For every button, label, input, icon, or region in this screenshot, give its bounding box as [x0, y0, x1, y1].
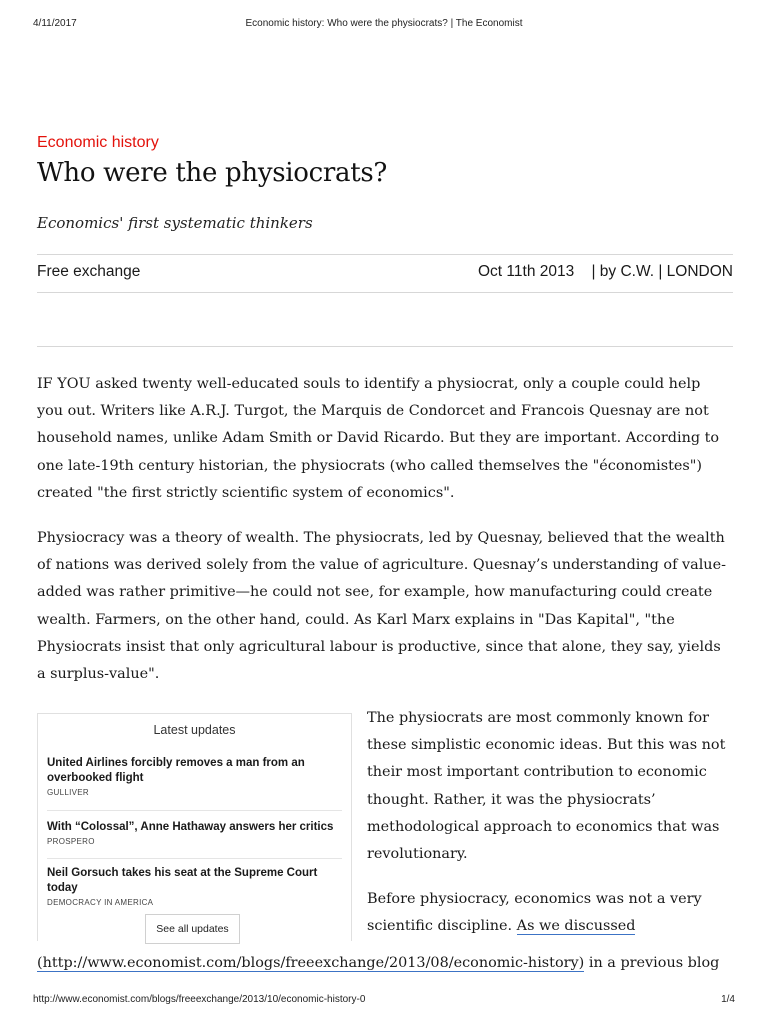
update-item[interactable]	[47, 866, 342, 907]
print-footer	[33, 994, 735, 1008]
divider	[37, 346, 733, 347]
update-kicker: PROSPERO	[47, 837, 95, 846]
update-item[interactable]	[47, 756, 342, 797]
update-headline: With “Colossal”, Anne Hathaway answers her critics	[47, 821, 334, 833]
print-page-number: 1/4	[721, 994, 735, 1005]
article-paragraph-5	[37, 950, 727, 977]
as-we-discussed-link[interactable]: As we discussed	[516, 918, 636, 935]
blog-name-link[interactable]: Free exchange	[37, 263, 141, 280]
divider	[47, 858, 342, 859]
paragraph-text: Before physiocracy, economics was not a very scientific discipline.	[367, 891, 702, 935]
paragraph-text: in a previous blog	[584, 955, 720, 971]
update-kicker: GULLIVER	[47, 788, 89, 797]
print-url: http://www.economist.com/blogs/freeexchange/2013/10/economic-history-0	[33, 994, 366, 1005]
update-kicker: DEMOCRACY IN AMERICA	[47, 898, 154, 907]
print-page-title: Economic history: Who were the physiocrats? | The Economist	[245, 18, 523, 29]
article-paragraph-1: IF YOU asked twenty well-educated souls to identify a physiocrat, only a couple could help you out. Writers like A.R.J. Turgot, the Marquis de Condorcet and Francois Quesnay are not household names, unlike Adam Smith or David Ricardo. But they are important. According to one late-19th century historian, the physiocrats (who called themselves the "économistes") created "the first strictly scientific system of economics".	[37, 376, 720, 501]
article-paragraph-3: The physiocrats are most commonly known for these simplistic economic ideas. But this was not their most important contribution to economic thought. Rather, it was the physiocrats’ methodological approach to economics that was revolutionary.	[367, 710, 726, 863]
update-headline: United Airlines forcibly removes a man from an overbooked flight	[47, 757, 305, 784]
see-all-updates-button[interactable]: See all updates	[145, 914, 240, 944]
section-link[interactable]: Economic history	[37, 134, 159, 151]
print-header	[33, 18, 735, 32]
article-rubric: Economics' first systematic thinkers	[37, 214, 313, 232]
divider	[37, 292, 733, 293]
divider	[47, 810, 342, 811]
print-date: 4/11/2017	[33, 18, 77, 29]
article-headline: Who were the physiocrats?	[37, 158, 388, 188]
update-headline: Neil Gorsuch takes his seat at the Supreme Court today	[47, 867, 318, 894]
latest-updates-panel	[37, 713, 352, 941]
divider	[37, 254, 733, 255]
article-paragraph-2: Physiocracy was a theory of wealth. The physiocrats, led by Quesnay, believed that the wealth of nations was derived solely from the value of agriculture. Quesnay’s understanding of value-added was rather primitive—he could not see, for example, how manufacturing could create wealth. Farmers, on the other hand, could. As Karl Marx explains in "Das Kapital", "the Physiocrats insist that only agricultural labour is productive, since that alone, they say, yields a surplus-value".	[37, 530, 726, 683]
update-item[interactable]	[47, 820, 342, 846]
article-dateline: Oct 11th 2013 | by C.W. | LONDON	[478, 263, 733, 280]
previous-blog-url-link[interactable]: (http://www.economist.com/blogs/freeexchange/2013/08/economic-history)	[37, 955, 585, 971]
article-paragraph-4	[367, 886, 729, 940]
latest-updates-title: Latest updates	[153, 723, 236, 737]
